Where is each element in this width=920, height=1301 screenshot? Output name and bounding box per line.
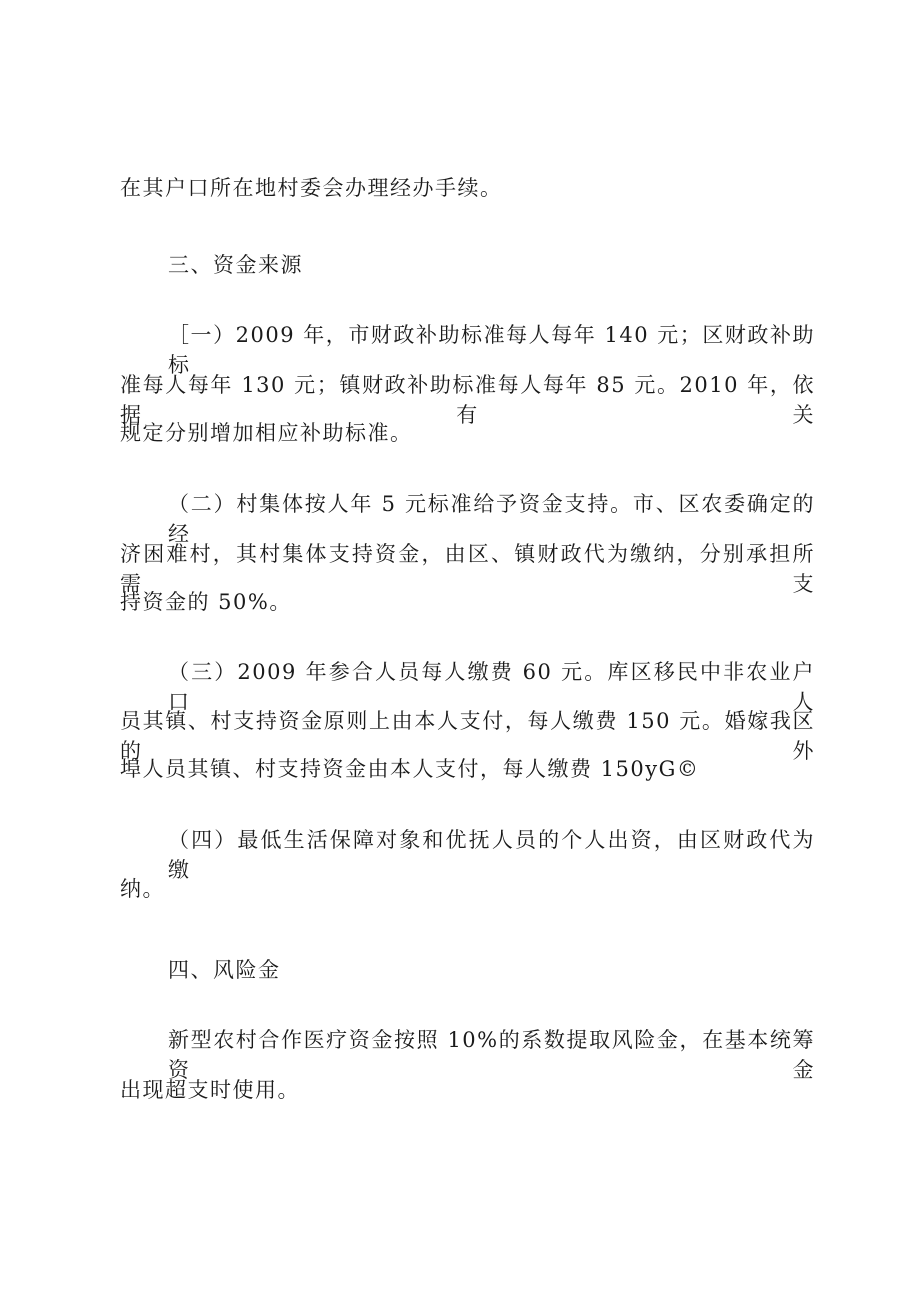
paragraph-line: 埠人员其镇、村支持资金由本人支付，每人缴费 150yG© [120,757,700,781]
paragraph-line: （二）村集体按人年 5 元标准给予资金支持。市、区农委确定的经 [168,492,815,546]
paragraph-line: 规定分别增加相应补助标准。 [120,421,413,445]
paragraph-line: 纳。 [120,877,165,901]
paragraph-line: 出现超支时使用。 [120,1078,300,1102]
paragraph-line: 济困难村，其村集体支持资金，由区、镇财政代为缴纳，分别承担所需支 [120,542,815,596]
paragraph-line: 在其户口所在地村委会办理经办手续。 [120,176,503,200]
section-heading: 四、风险金 [168,958,281,982]
paragraph-line: 新型农村合作医疗资金按照 10%的系数提取风险金，在基本统筹资金 [168,1028,815,1082]
paragraph-line: ［一）2009 年，市财政补助标准每人每年 140 元；区财政补助标 [168,323,815,377]
paragraph-line: 持资金的 50%。 [120,590,292,614]
section-heading: 三、资金来源 [168,253,303,277]
paragraph-line: 员其镇、村支持资金原则上由本人支付，每人缴费 150 元。婚嫁我区的外 [120,709,815,763]
paragraph-line: （三）2009 年参合人员每人缴费 60 元。库区移民中非农业户口人 [168,660,815,714]
paragraph-line: 准每人每年 130 元；镇财政补助标准每人每年 85 元。2010 年，依据有关 [120,373,815,427]
paragraph-line: （四）最低生活保障对象和优抚人员的个人出资，由区财政代为缴 [168,828,815,882]
